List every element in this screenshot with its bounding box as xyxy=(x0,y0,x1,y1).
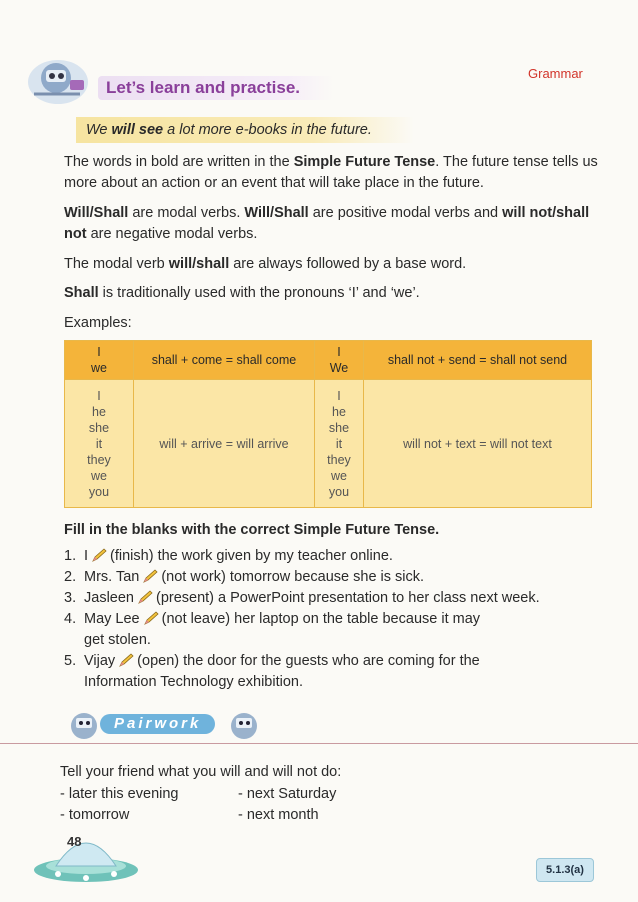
pronoun: I xyxy=(337,388,341,403)
pairwork-options xyxy=(60,784,336,826)
p2-bold-a: Will/Shall xyxy=(64,205,129,221)
p4-text-b: is traditionally used with the pronouns ‘I’ and ‘we’. xyxy=(98,285,420,301)
pronoun: you xyxy=(88,484,110,499)
item-subject: Jasleen xyxy=(84,590,134,606)
pronoun: they xyxy=(327,452,351,467)
item-text: (not leave) her laptop on the table because it may xyxy=(161,611,481,627)
list-item xyxy=(64,651,604,693)
item-number: 3. xyxy=(64,590,77,606)
item-number: 2. xyxy=(64,569,77,585)
pronoun: we xyxy=(91,468,107,483)
item-subject: I xyxy=(84,548,89,564)
example-before: We xyxy=(86,122,112,138)
p2-text-d: are positive modal verbs and xyxy=(308,205,503,221)
body-right-pronouns xyxy=(315,380,364,508)
item-continuation: Information Technology exhibition. xyxy=(84,674,303,690)
exercise-title: Fill in the blanks with the correct Simple Future Tense. xyxy=(64,522,440,538)
body-right-rule: will not + text = will not text xyxy=(364,380,592,508)
pronoun: he xyxy=(332,404,346,419)
head-right-pronouns xyxy=(315,341,364,380)
p2-text-b: are modal verbs. xyxy=(128,205,245,221)
pencil-icon[interactable] xyxy=(91,548,107,562)
example-sentence xyxy=(76,117,414,143)
list-item xyxy=(64,588,604,609)
p3-text-c: are always followed by a base word. xyxy=(229,256,467,272)
p1-text-c: . The future tense tells us more about an action or an event that will take place in the future. xyxy=(64,154,598,191)
example-bold: will see xyxy=(111,122,164,138)
option-item: - next Saturday xyxy=(238,786,337,802)
pronoun: she xyxy=(88,420,110,435)
head-right-rule: shall not + send = shall not send xyxy=(364,341,592,380)
exercise-list xyxy=(64,546,604,693)
lesson-code-badge: 5.1.3(a) xyxy=(536,858,594,882)
paragraph-1 xyxy=(64,152,604,194)
p1-bold: Simple Future Tense xyxy=(293,154,436,170)
list-item xyxy=(64,609,604,651)
examples-label: Examples: xyxy=(64,315,132,331)
pronoun: we xyxy=(91,361,107,375)
option-item: - tomorrow xyxy=(60,807,130,823)
item-number: 4. xyxy=(64,611,77,627)
pronoun: I xyxy=(97,388,101,403)
p2-text-f: are negative modal verbs. xyxy=(86,226,258,242)
item-continuation: get stolen. xyxy=(84,632,151,648)
p1-text-a: The words in bold are written in the xyxy=(64,154,294,170)
pronoun: it xyxy=(335,436,343,451)
pronoun: she xyxy=(328,420,350,435)
pairwork-prompt: Tell your friend what you will and will not do: xyxy=(60,764,342,780)
table-body-row xyxy=(65,380,592,508)
list-item xyxy=(64,567,604,588)
paragraph-3 xyxy=(64,254,604,275)
body-left-pronouns xyxy=(65,380,134,508)
item-text: (not work) tomorrow because she is sick. xyxy=(161,569,425,585)
item-text: (finish) the work given by my teacher online. xyxy=(110,548,393,564)
item-subject: Vijay xyxy=(84,653,116,669)
list-item xyxy=(64,546,604,567)
lesson-heading: Let’s learn and practise. xyxy=(98,76,334,100)
table-head-row xyxy=(65,341,592,380)
page-number: 48 xyxy=(67,834,82,849)
paragraph-2 xyxy=(64,203,604,245)
p3-bold: will/shall xyxy=(168,256,230,272)
pronoun: I xyxy=(97,345,101,359)
pronoun: he xyxy=(92,404,106,419)
p4-bold: Shall xyxy=(64,285,99,301)
item-number: 5. xyxy=(64,653,77,669)
p2-bold-e: will not/shall not xyxy=(64,205,590,242)
item-text: (open) the door for the guests who are coming for the xyxy=(137,653,480,669)
item-text: (present) a PowerPoint presentation to her class next week. xyxy=(155,590,540,606)
pencil-icon[interactable] xyxy=(137,590,153,604)
pronoun: you xyxy=(328,484,350,499)
pronoun: We xyxy=(329,361,349,375)
pairwork-badge: Pairwork xyxy=(100,714,215,734)
options-row xyxy=(60,805,336,826)
p2-bold-c: Will/Shall xyxy=(244,205,309,221)
item-subject: May Lee xyxy=(84,611,140,627)
grammar-section-label: Grammar xyxy=(528,66,583,81)
pencil-icon[interactable] xyxy=(142,569,158,583)
example-after: a lot more e-books in the future. xyxy=(163,122,372,138)
flying-saucer-icon xyxy=(28,826,148,890)
body-left-rule: will + arrive = will arrive xyxy=(134,380,315,508)
pronoun: we xyxy=(331,468,347,483)
pronoun: I xyxy=(337,345,341,359)
pronoun: they xyxy=(87,452,111,467)
paragraph-4 xyxy=(64,283,604,304)
pencil-icon[interactable] xyxy=(118,653,134,667)
head-left-rule: shall + come = shall come xyxy=(134,341,315,380)
pencil-icon[interactable] xyxy=(143,611,159,625)
options-row xyxy=(60,784,336,805)
p3-text-a: The modal verb xyxy=(64,256,169,272)
robot-mascot-icon xyxy=(24,50,98,108)
item-number: 1. xyxy=(64,548,77,564)
option-item: - later this evening xyxy=(60,786,179,802)
pronoun: it xyxy=(95,436,103,451)
examples-table xyxy=(64,340,592,508)
option-item: - next month xyxy=(238,807,319,823)
head-left-pronouns xyxy=(65,341,134,380)
item-subject: Mrs. Tan xyxy=(84,569,140,585)
